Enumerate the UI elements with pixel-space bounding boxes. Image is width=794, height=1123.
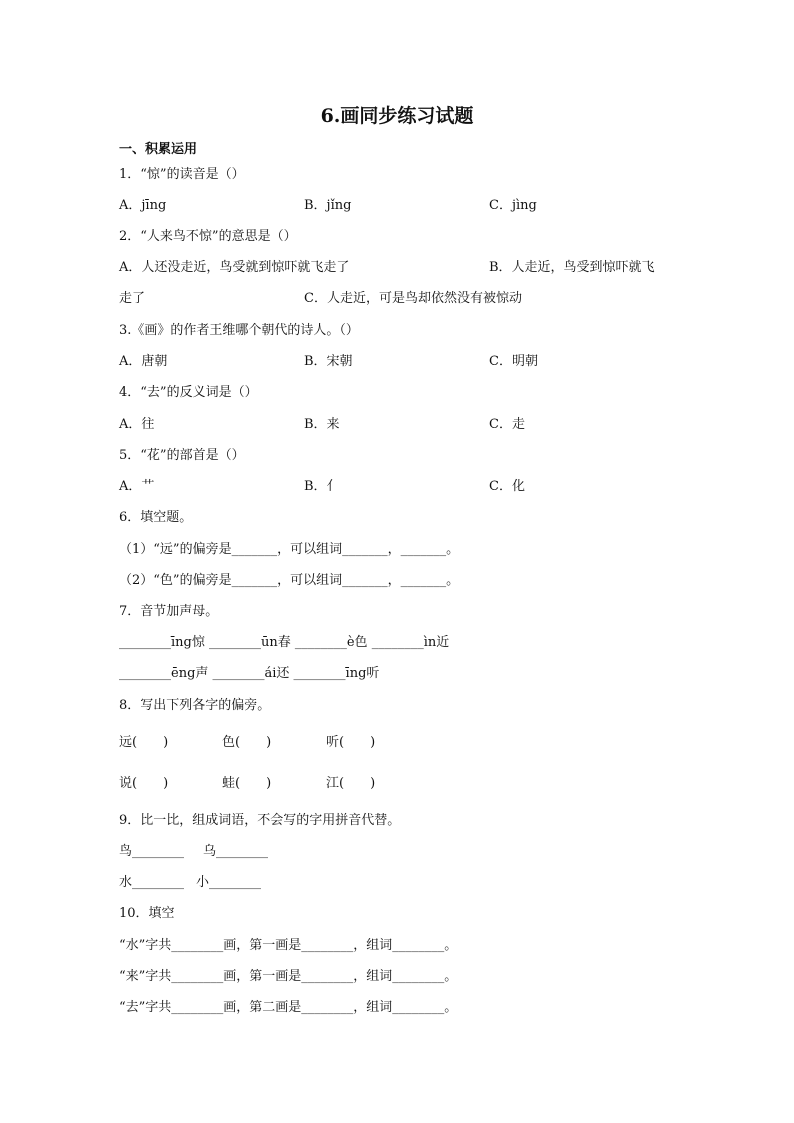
question-3: 3.《画》的作者王维哪个朝代的诗人。（） [119, 323, 359, 338]
q8-item: 色( ) [222, 735, 272, 750]
q3-option-a: A．唐朝 [119, 354, 168, 369]
page-title: 6.画同步练习试题 [320, 105, 474, 127]
q6-line-1: （1）“远”的偏旁是_______，可以组词_______，_______。 [119, 542, 460, 557]
question-4: 4．“去”的反义词是（） [119, 385, 258, 400]
q3-option-c: C．明朝 [489, 354, 538, 369]
q2-option-b-continued: 走了 [119, 291, 146, 306]
question-7: 7．音节加声母。 [119, 604, 219, 619]
q9-item: 乌________ [203, 844, 269, 859]
q9-item: 小________ [196, 875, 262, 890]
section-heading: 一、积累运用 [119, 142, 198, 157]
q6-line-2: （2）“色”的偏旁是_______，可以组词_______，_______。 [119, 573, 460, 588]
q2-option-c: C．人走近，可是鸟却依然没有被惊动 [304, 291, 522, 306]
q5-option-c: C．化 [489, 479, 525, 494]
q5-option-b: B．亻 [304, 479, 340, 494]
q9-item: 水________ [119, 875, 185, 890]
q3-option-b: B．宋朝 [304, 354, 353, 369]
q1-option-b: B．jǐng [304, 198, 352, 213]
q2-option-b: B．人走近，鸟受到惊吓就飞 [489, 260, 655, 275]
q1-option-a: A．jīng [119, 198, 167, 213]
question-10: 10．填空 [119, 906, 175, 921]
q2-option-a: A．人还没走近，鸟受就到惊吓就飞走了 [119, 260, 350, 275]
question-6: 6．填空题。 [119, 510, 193, 525]
q4-option-a: A．往 [119, 417, 155, 432]
question-2: 2．“人来鸟不惊”的意思是（） [119, 229, 297, 244]
q4-option-c: C．走 [489, 417, 525, 432]
q8-item: 说( ) [119, 776, 169, 791]
question-5: 5．“花”的部首是（） [119, 448, 245, 463]
q8-item: 远( ) [119, 735, 169, 750]
q8-item: 蛙( ) [222, 776, 272, 791]
q7-line-2: ________ēng声 ________ái还 ________īng听 [119, 666, 380, 681]
q5-option-a: A．艹 [119, 479, 155, 494]
q1-option-c: C．jìng [489, 198, 537, 213]
question-9: 9．比一比，组成词语，不会写的字用拼音代替。 [119, 813, 401, 828]
q4-option-b: B．来 [304, 417, 340, 432]
q10-line-3: “去”字共________画，第二画是________，组词________。 [119, 1000, 458, 1015]
question-8: 8．写出下列各字的偏旁。 [119, 698, 271, 713]
question-1: 1．“惊”的读音是（） [119, 167, 245, 182]
q10-line-1: “水”字共________画，第一画是________，组词________。 [119, 938, 458, 953]
q8-item: 听( ) [326, 735, 376, 750]
q9-item: 鸟________ [119, 844, 185, 859]
q8-item: 江( ) [326, 776, 376, 791]
q10-line-2: “来”字共________画，第一画是________，组词________。 [119, 969, 458, 984]
q7-line-1: ________īng惊 ________ūn春 ________è色 ________ìn近 [119, 635, 450, 650]
